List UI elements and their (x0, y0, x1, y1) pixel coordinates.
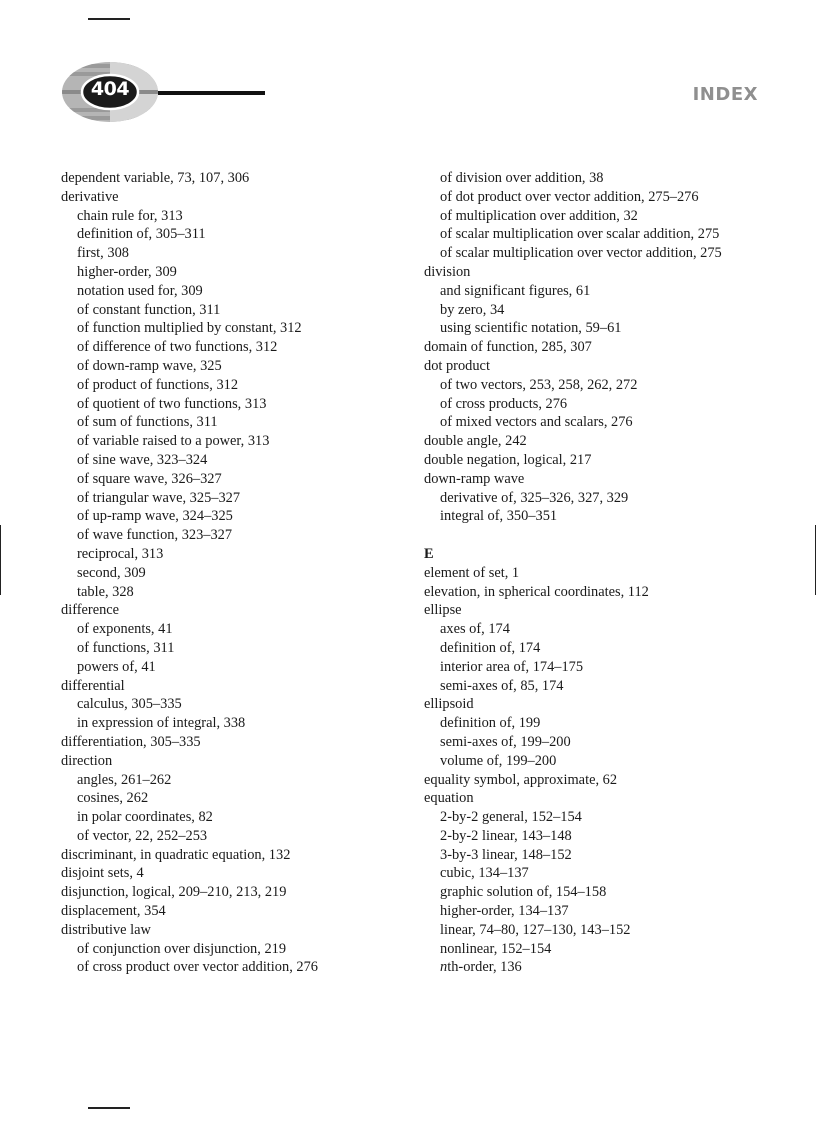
index-subentry: of two vectors, 253, 258, 262, 272 (440, 376, 638, 393)
index-entry: displacement, 354 (61, 903, 166, 920)
crop-mark-left (0, 525, 1, 595)
index-subentry: semi-axes of, 85, 174 (440, 677, 564, 694)
index-subentry: and significant figures, 61 (440, 282, 591, 299)
index-subentry: 3-by-3 linear, 148–152 (440, 846, 572, 863)
index-subentry: in expression of integral, 338 (77, 715, 246, 732)
crop-mark-top (88, 18, 130, 20)
index-entry: discriminant, in quadratic equation, 132 (61, 846, 291, 863)
index-entry: direction (61, 752, 113, 769)
index-subentry: of wave function, 323–327 (77, 527, 233, 544)
index-subentry: axes of, 174 (440, 621, 510, 638)
index-entry: element of set, 1 (424, 564, 520, 581)
index-subentry: angles, 261–262 (77, 771, 172, 788)
index-subentry: calculus, 305–335 (77, 696, 182, 713)
index-subentry: powers of, 41 (77, 658, 156, 675)
index-subentry: of vector, 22, 252–253 (77, 827, 208, 844)
index-subentry: of functions, 311 (77, 639, 175, 656)
index-entry: difference (61, 602, 120, 619)
index-entry: disjunction, logical, 209–210, 213, 219 (61, 884, 287, 901)
index-subentry: second, 309 (77, 564, 146, 581)
index-subentry: first, 308 (77, 245, 129, 262)
crop-mark-bottom (88, 1107, 130, 1109)
running-head: INDEX (692, 84, 758, 105)
index-subentry: of triangular wave, 325–327 (77, 489, 241, 506)
index-subentry: integral of, 350–351 (440, 508, 558, 525)
index-entry: double negation, logical, 217 (424, 451, 592, 468)
index-entry: ellipse (424, 602, 462, 619)
index-subentry: derivative of, 325–326, 327, 329 (440, 489, 629, 506)
index-entry: equality symbol, approximate, 62 (424, 771, 618, 788)
index-subentry: of square wave, 326–327 (77, 470, 222, 487)
index-subentry: cosines, 262 (77, 790, 149, 807)
page-number: 404 (90, 78, 130, 100)
index-subentry: using scientific notation, 59–61 (440, 320, 622, 337)
index-subentry: higher-order, 134–137 (440, 903, 569, 920)
index-subentry: table, 328 (77, 583, 134, 600)
index-subentry: of variable raised to a power, 313 (77, 433, 270, 450)
index-subentry: nth-order, 136 (440, 959, 522, 976)
index-subentry: of multiplication over addition, 32 (440, 207, 638, 224)
index-entry: derivative (61, 188, 119, 205)
index-subentry: of scalar multiplication over scalar addition, 275 (440, 226, 720, 243)
index-subentry: of difference of two functions, 312 (77, 339, 278, 356)
index-subentry: of cross product over vector addition, 276 (77, 959, 318, 976)
index-subentry: of dot product over vector addition, 275–276 (440, 188, 699, 205)
index-subentry: of quotient of two functions, 313 (77, 395, 267, 412)
index-subentry: graphic solution of, 154–158 (440, 884, 607, 901)
index-subentry: of scalar multiplication over vector addition, 275 (440, 245, 722, 262)
index-subentry: interior area of, 174–175 (440, 658, 584, 675)
index-subentry: by zero, 34 (440, 301, 505, 318)
index-subentry: of division over addition, 38 (440, 170, 604, 186)
index-subentry: 2-by-2 general, 152–154 (440, 809, 582, 826)
index-entry: differential (61, 677, 125, 694)
index-subentry: in polar coordinates, 82 (77, 809, 213, 826)
index-subentry: 2-by-2 linear, 143–148 (440, 827, 572, 844)
index-subentry: of conjunction over disjunction, 219 (77, 940, 287, 957)
index-subentry: notation used for, 309 (77, 282, 203, 299)
index-subentry: of cross products, 276 (440, 395, 568, 412)
index-column-left (61, 169, 411, 977)
index-subentry: of exponents, 41 (77, 621, 173, 638)
index-subentry: cubic, 134–137 (440, 865, 529, 882)
index-subentry: of up-ramp wave, 324–325 (77, 508, 233, 525)
index-entry: ellipsoid (424, 696, 474, 713)
index-entry: double angle, 242 (424, 433, 527, 450)
index-entry: distributive law (61, 921, 151, 938)
index-entry: disjoint sets, 4 (61, 865, 144, 882)
index-entry: division (424, 263, 471, 280)
index-section-letter: E (424, 545, 434, 562)
index-entry: dot product (424, 357, 490, 374)
index-entry: equation (424, 790, 474, 807)
index-subentry: volume of, 199–200 (440, 752, 557, 769)
index-subentry: chain rule for, 313 (77, 207, 183, 224)
index-subentry: of sum of functions, 311 (77, 414, 218, 431)
index-spacer (424, 526, 784, 545)
index-entry: dependent variable, 73, 107, 306 (61, 170, 250, 186)
index-subentry: linear, 74–80, 127–130, 143–152 (440, 921, 631, 938)
index-subentry: of function multiplied by constant, 312 (77, 320, 302, 337)
index-subentry: of down-ramp wave, 325 (77, 357, 222, 374)
index-subentry: nonlinear, 152–154 (440, 940, 552, 957)
index-subentry: of sine wave, 323–324 (77, 451, 208, 468)
index-subentry: definition of, 305–311 (77, 226, 206, 243)
index-entry: down-ramp wave (424, 470, 525, 487)
index-entry: elevation, in spherical coordinates, 112 (424, 583, 649, 600)
index-entry: domain of function, 285, 307 (424, 339, 592, 356)
index-entry: differentiation, 305–335 (61, 733, 201, 750)
index-subentry: of product of functions, 312 (77, 376, 239, 393)
index-subentry: of constant function, 311 (77, 301, 221, 318)
index-subentry: reciprocal, 313 (77, 545, 164, 562)
index-subentry: semi-axes of, 199–200 (440, 733, 571, 750)
index-subentry: definition of, 174 (440, 639, 541, 656)
index-subentry: definition of, 199 (440, 715, 541, 732)
index-column-right (424, 169, 784, 977)
index-subentry: of mixed vectors and scalars, 276 (440, 414, 633, 431)
index-subentry: higher-order, 309 (77, 263, 177, 280)
